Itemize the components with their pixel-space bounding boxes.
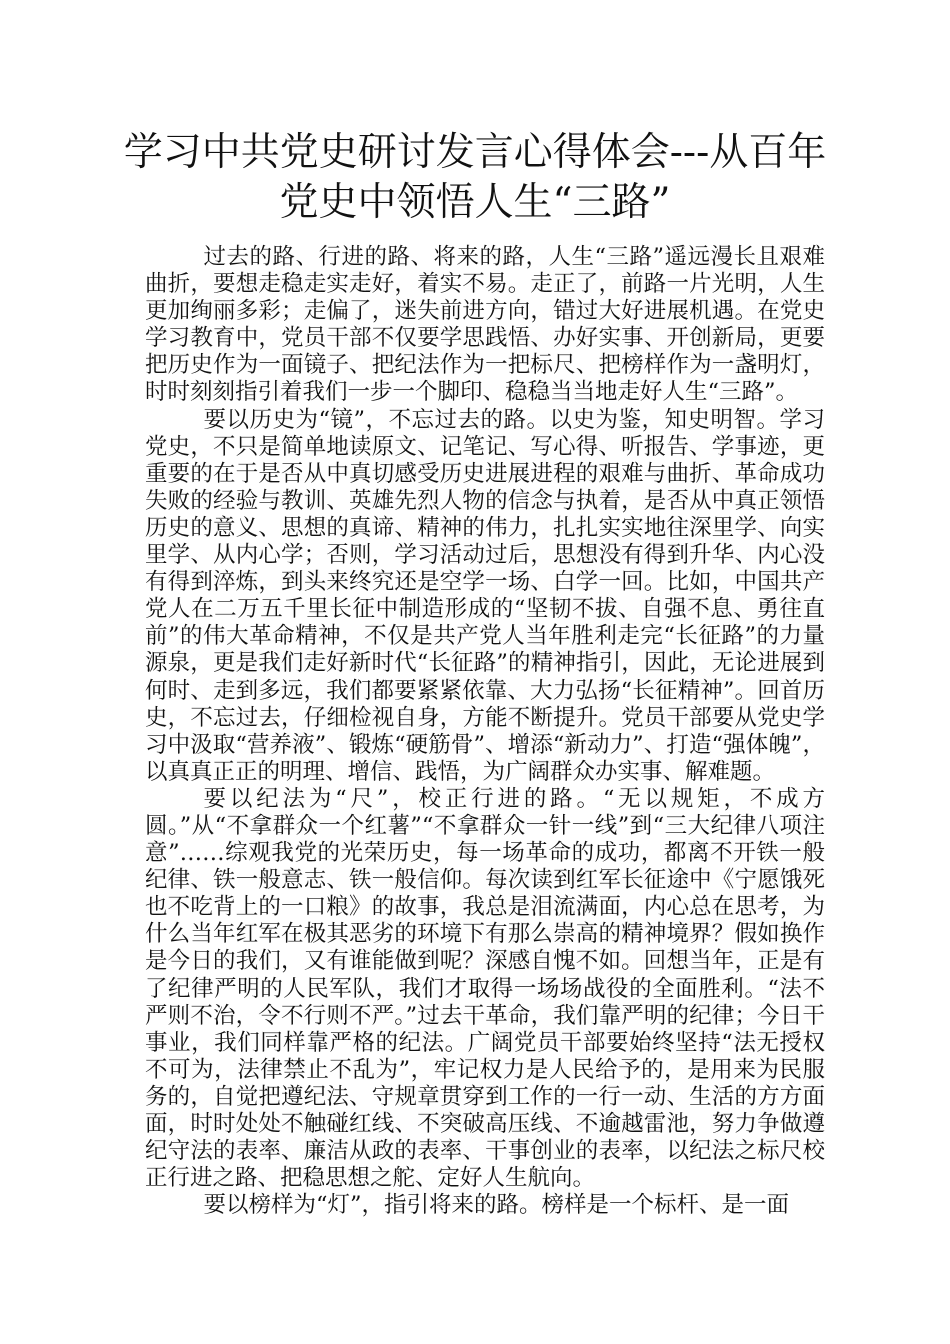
- paragraph-role-model-lamp: 要以榜样为“灯”，指引将来的路。榜样是一个标杆、是一面: [203, 1192, 790, 1219]
- title-line-2: 党史中领悟人生“三路”: [279, 180, 671, 225]
- title-line-1: 学习中共党史研讨发言心得体会---从百年: [123, 130, 827, 175]
- document-title: [100, 128, 850, 228]
- paragraph-intro: 过去的路、行进的路、将来的路，人生“三路”遥远漫长且艰难曲折，要想走稳走实走好，着实不易。走正了，前路一片光明，人生更加绚丽多彩；走偏了，迷失前进方向，错过大好进展机遇。在党史学习教育中，党员干部不仅要学思践悟、办好实事、开创新局，更要把历史作为一面镜子、把纪法作为一把标尺、把榜样作为一盏明灯，时时刻刻指引着我们一步一个脚印、稳稳当当地走好人生“三路”。: [145, 244, 825, 406]
- paragraph-history-mirror: 要以历史为“镜”，不忘过去的路。以史为鉴，知史明智。学习党史，不只是简单地读原文、记笔记、写心得、听报告、学事迹，更重要的在于是否从中真切感受历史进展进程的艰难与曲折、革命成功失败的经验与教训、英雄先烈人物的信念与执着，是否从中真正领悟历史的意义、思想的真谛、精神的伟力，扎扎实实地往深里学、向实里学、从内心学；否则，学习活动过后，思想没有得到升华、内心没有得到淬炼，到头来终究还是空学一场、白学一回。比如，中国共产党人在二万五千里长征中制造形成的“坚韧不拔、自强不息、勇往直前”的伟大革命精神，不仅是共产党人当年胜利走完“长征路”的力量源泉，更是我们走好新时代“长征路”的精神指引，因此，无论进展到何时、走到多远，我们都要紧紧依靠、大力弘扬“长征精神”。回首历史，不忘过去，仔细检视自身，方能不断提升。党员干部要从党史学习中汲取“营养液”、锻炼“硬筋骨”、增添“新动力”、打造“强体魄”，以真真正正的明理、增信、践悟，为广阔群众办实事、解难题。: [145, 406, 825, 785]
- document-body: [145, 244, 825, 1219]
- paragraph-discipline-ruler: 要以纪法为“尺”，校正行进的路。“无以规矩，不成方圆。”从“不拿群众一个红薯”“不拿群众一针一线”到“三大纪律八项注意”……综观我党的光荣历史，每一场革命的成功，都离不开铁一般纪律、铁一般意志、铁一般信仰。每次读到红军长征途中《宁愿饿死也不吃背上的一口粮》的故事，我总是泪流满面，内心总在思考，为什么当年红军在极其恶劣的环境下有那么崇高的精神境界？假如换作是今日的我们，又有谁能做到呢？深感自愧不如。回想当年，正是有了纪律严明的人民军队，我们才取得一场场战役的全面胜利。“法不严则不治，令不行则不严。”过去干革命，我们靠严明的纪律；今日干事业，我们同样靠严格的纪法。广阔党员干部要始终坚持“法无授权不可为，法律禁止不乱为”，牢记权力是人民给予的，是用来为民服务的，自觉把遵纪法、守规章贯穿到工作的一行一动、生活的方方面面，时时处处不触碰红线、不突破高压线、不逾越雷池，努力争做遵纪守法的表率、廉洁从政的表率、干事创业的表率，以纪法之标尺校正行进之路、把稳思想之舵、定好人生航向。: [145, 785, 825, 1192]
